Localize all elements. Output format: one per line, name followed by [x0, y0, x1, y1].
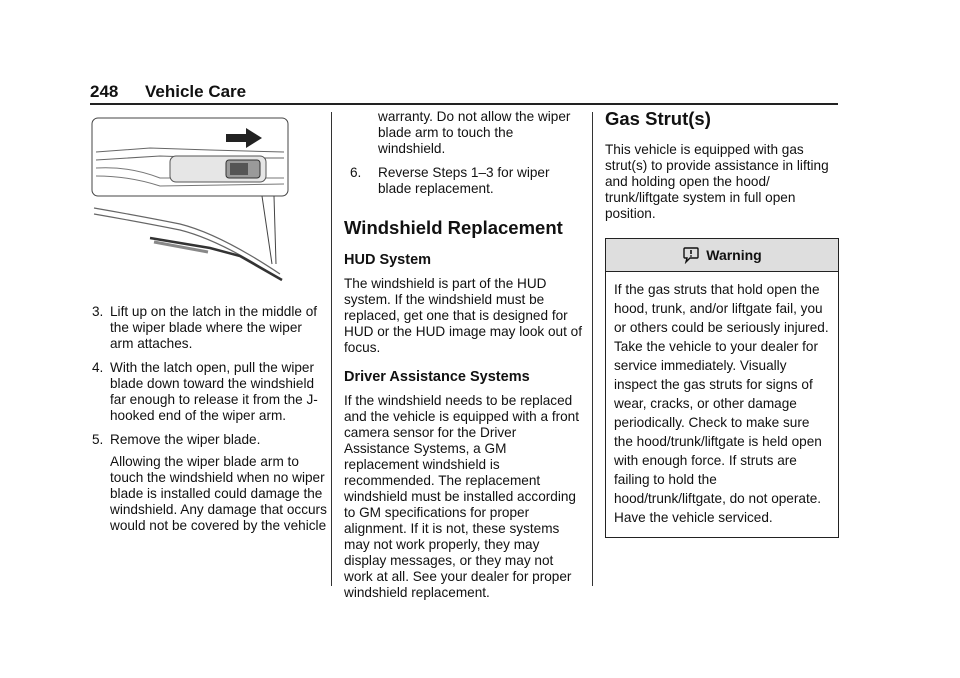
- wiper-steps-list: [88, 304, 328, 534]
- continued-text: warranty. Do not allow the wiper blade arm to touch the windshield.: [378, 109, 571, 156]
- list-item: 5. Remove the wiper blade. Allowing the wiper blade arm to touch the windshield when no wiper blade is installed could damage the windshield. Any damage that occurs would not be covered by the vehicle: [92, 432, 327, 533]
- step-note: Allowing the wiper blade arm to touch the windshield when no wiper blade is installed could damage the windshield. Any damage that occurs would not be covered by the vehicle: [110, 454, 327, 533]
- header-rule: [90, 103, 838, 105]
- warning-title: Warning: [706, 247, 762, 263]
- middle-column: [344, 108, 584, 613]
- warning-box: [605, 238, 839, 538]
- hud-system-heading: HUD System: [344, 252, 432, 268]
- driver-assistance-text: If the windshield needs to be replaced and the vehicle is equipped with a front camera sensor for the Driver Assistance Systems, a GM replacement windshield is recommended. The replacement windshield must be installed according to GM specifications for proper alignment. If it is not, these systems may not work properly, they may display messages, or they may not work at all. See your dealer for proper windshield replacement.: [344, 393, 580, 600]
- hud-system-text: The windshield is part of the HUD system. If the windshield must be replaced, get one that is designed for HUD or the HUD image may look out of focus.: [344, 276, 582, 355]
- step-text: Remove the wiper blade.: [110, 432, 261, 447]
- warning-text: If the gas struts that hold open the hood, trunk, and/or liftgate fail, you or others could be seriously injured. Take the vehicle to your dealer for service immediately. Visually inspect the gas struts for signs of wear, cracks, or other damage periodically. Check to make sure the hood/trunk/liftgate is held open with enough force. If struts are failing to hold the hood/trunk/liftgate, do not operate. Have the vehicle serviced.: [614, 282, 829, 525]
- warning-speech-icon: [682, 246, 700, 264]
- step-text: With the latch open, pull the wiper blade down toward the windshield far enough to release it from the J-hooked end of the wiper arm.: [110, 360, 318, 423]
- list-item: 3. Lift up on the latch in the middle of the wiper blade where the wiper arm attaches.: [92, 304, 318, 351]
- driver-assistance-heading: Driver Assistance Systems: [344, 369, 530, 385]
- windshield-replacement-heading: Windshield Replacement: [344, 217, 563, 238]
- list-item: 4. With the latch open, pull the wiper blade down toward the windshield far enough to release it from the J-hooked end of the wiper arm.: [92, 360, 318, 423]
- wiper-blade-illustration: [90, 108, 290, 284]
- list-item: 6. Reverse Steps 1–3 for wiper blade replacement.: [350, 165, 550, 196]
- right-column: [605, 108, 839, 538]
- section-title: Vehicle Care: [145, 82, 247, 101]
- left-column: [88, 108, 328, 542]
- column-divider-2: [592, 112, 593, 586]
- gas-struts-intro: This vehicle is equipped with gas strut(s) to provide assistance in lifting and holding open the hood/ trunk/liftgate system in full open position.: [605, 142, 829, 221]
- page-number: 248: [90, 82, 119, 101]
- column-divider-1: [331, 112, 332, 586]
- gas-struts-heading: Gas Strut(s): [605, 108, 711, 129]
- step-text: Lift up on the latch in the middle of the wiper blade where the wiper arm attaches.: [110, 304, 318, 351]
- warning-header: [606, 239, 838, 272]
- step-text: Reverse Steps 1–3 for wiper blade replacement.: [378, 165, 550, 196]
